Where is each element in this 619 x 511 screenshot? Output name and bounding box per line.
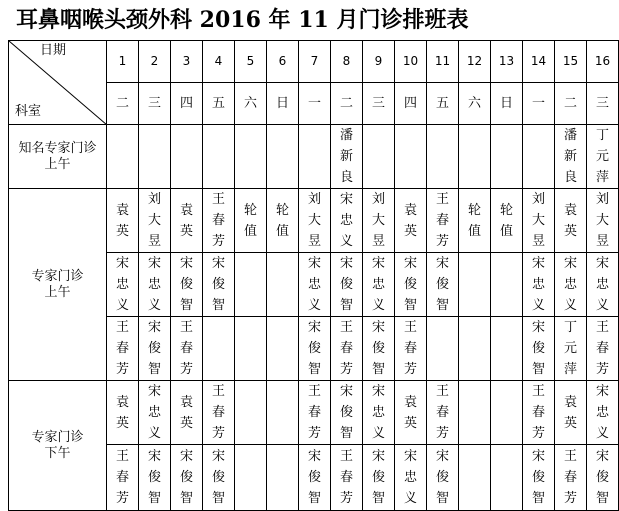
schedule-cell [395, 189, 427, 253]
schedule-cell [203, 445, 235, 511]
schedule-cell [459, 445, 491, 511]
schedule-cell-text: 轮值 [500, 202, 514, 239]
schedule-cell-text: 袁英 [116, 202, 130, 239]
day-number-cell [203, 41, 235, 83]
page-title: 耳鼻咽喉头颈外科 2016 年 11 月门诊排班表 [16, 7, 469, 33]
weekday-cell [587, 83, 619, 125]
schedule-cell [267, 189, 299, 253]
schedule-cell [203, 317, 235, 381]
day-number-cell [331, 41, 363, 83]
schedule-cell-text: 刘大昱 [308, 192, 322, 249]
schedule-cell [171, 445, 203, 511]
schedule-cell [491, 381, 523, 445]
schedule-cell [107, 253, 139, 317]
famous-expert-cell [459, 125, 491, 189]
weekday-cell-text: 六 [467, 95, 481, 111]
schedule-cell-text: 宋忠义 [340, 192, 354, 249]
famous-expert-cell [395, 125, 427, 189]
schedule-cell-text: 宋忠义 [116, 256, 130, 313]
day-number-cell [171, 41, 203, 83]
schedule-cell [491, 189, 523, 253]
schedule-cell [587, 253, 619, 317]
weekday-cell-text: 三 [595, 95, 609, 111]
weekday-cell [171, 83, 203, 125]
day-number-cell [555, 41, 587, 83]
schedule-cell [523, 189, 555, 253]
weekday-cell [427, 83, 459, 125]
schedule-cell-text: 轮值 [468, 202, 482, 239]
weekday-cell-text: 三 [147, 95, 161, 111]
schedule-cell [139, 381, 171, 445]
schedule-cell [107, 381, 139, 445]
day-number-cell-text: 9 [374, 54, 383, 68]
day-number-cell-text: 13 [498, 54, 515, 68]
schedule-cell [171, 381, 203, 445]
weekday-cell-text: 六 [243, 95, 257, 111]
schedule-table [8, 40, 619, 511]
schedule-cell-text: 王春芳 [180, 320, 194, 377]
schedule-cell [203, 253, 235, 317]
schedule-cell-text: 轮值 [244, 202, 258, 239]
weekday-cell [235, 83, 267, 125]
schedule-cell-text: 宋俊智 [372, 449, 386, 506]
schedule-cell-text: 宋俊智 [148, 449, 162, 506]
schedule-cell [427, 253, 459, 317]
weekday-cell-text: 五 [435, 95, 449, 111]
day-number-cell-text: 1 [118, 54, 127, 68]
day-number-cell-text: 10 [402, 54, 419, 68]
famous-expert-cell [331, 125, 363, 189]
section-label-line1: 专家门诊 [31, 268, 84, 284]
schedule-cell-text: 王春芳 [116, 449, 130, 506]
schedule-cell [395, 317, 427, 381]
day-number-cell [427, 41, 459, 83]
schedule-cell [299, 445, 331, 511]
schedule-cell [107, 317, 139, 381]
schedule-cell [171, 189, 203, 253]
day-number-cell [459, 41, 491, 83]
schedule-cell-text: 袁英 [180, 202, 194, 239]
schedule-cell [427, 381, 459, 445]
schedule-cell [267, 253, 299, 317]
weekday-cell [139, 83, 171, 125]
schedule-cell-text: 宋俊智 [596, 449, 610, 506]
weekday-cell-text: 三 [371, 95, 385, 111]
schedule-cell [427, 445, 459, 511]
schedule-cell [331, 445, 363, 511]
schedule-cell [587, 445, 619, 511]
expert-am-label [9, 189, 107, 381]
schedule-cell [331, 317, 363, 381]
day-number-cell-text: 11 [434, 54, 451, 68]
schedule-cell [171, 317, 203, 381]
schedule-cell [203, 381, 235, 445]
schedule-cell-text: 宋俊智 [436, 256, 450, 313]
weekday-cell-text: 一 [531, 95, 545, 111]
date-label: 日期 [39, 43, 66, 58]
schedule-cell [587, 317, 619, 381]
schedule-cell-text: 宋俊智 [404, 256, 418, 313]
day-number-cell-text: 14 [530, 54, 547, 68]
schedule-cell [235, 189, 267, 253]
schedule-cell [427, 317, 459, 381]
schedule-cell-text: 王春芳 [340, 449, 354, 506]
schedule-cell [587, 381, 619, 445]
weekday-cell-text: 二 [563, 95, 577, 111]
schedule-cell-text: 宋俊智 [148, 320, 162, 377]
weekday-cell [491, 83, 523, 125]
schedule-cell-text: 宋俊智 [308, 320, 322, 377]
weekday-cell [203, 83, 235, 125]
famous-expert-cell [235, 125, 267, 189]
weekday-cell [299, 83, 331, 125]
schedule-cell-text: 宋忠义 [372, 384, 386, 441]
schedule-cell-text: 刘大昱 [148, 192, 162, 249]
schedule-cell-text: 王春芳 [340, 320, 354, 377]
famous-expert-cell [427, 125, 459, 189]
day-number-cell-text: 12 [466, 54, 483, 68]
schedule-cell [267, 381, 299, 445]
weekday-cell [363, 83, 395, 125]
weekday-cell [523, 83, 555, 125]
schedule-cell [299, 189, 331, 253]
schedule-cell-text: 王春芳 [564, 449, 578, 506]
schedule-cell-text: 宋俊智 [532, 449, 546, 506]
schedule-cell-text: 宋忠义 [564, 256, 578, 313]
schedule-cell-text: 王春芳 [404, 320, 418, 377]
schedule-cell-text: 宋忠义 [148, 256, 162, 313]
schedule-cell-text: 宋忠义 [596, 384, 610, 441]
schedule-cell [523, 445, 555, 511]
header-corner-cell [9, 41, 107, 125]
schedule-cell [235, 445, 267, 511]
schedule-cell-text: 袁英 [404, 394, 418, 431]
day-number-cell [587, 41, 619, 83]
schedule-cell [395, 253, 427, 317]
famous-expert-cell [107, 125, 139, 189]
weekday-cell-text: 二 [115, 95, 129, 111]
schedule-cell [459, 253, 491, 317]
weekday-cell-text: 一 [307, 95, 321, 111]
schedule-cell [235, 253, 267, 317]
weekday-cell [107, 83, 139, 125]
schedule-cell [491, 317, 523, 381]
schedule-cell-text: 轮值 [276, 202, 290, 239]
schedule-cell [107, 189, 139, 253]
schedule-cell-text: 王春芳 [308, 384, 322, 441]
schedule-cell [555, 189, 587, 253]
schedule-cell [139, 445, 171, 511]
famous-expert-cell-text: 潘新良 [564, 128, 578, 185]
schedule-cell [427, 189, 459, 253]
schedule-cell [363, 381, 395, 445]
day-number-cell [299, 41, 331, 83]
schedule-cell-text: 刘大昱 [532, 192, 546, 249]
schedule-cell-text: 宋俊智 [340, 384, 354, 441]
schedule-cell [459, 317, 491, 381]
schedule-cell [363, 445, 395, 511]
schedule-cell [395, 381, 427, 445]
day-number-cell [267, 41, 299, 83]
schedule-cell [587, 189, 619, 253]
schedule-cell-text: 宋俊智 [308, 449, 322, 506]
schedule-cell-text: 宋俊智 [436, 449, 450, 506]
weekday-cell [331, 83, 363, 125]
weekday-cell-text: 四 [179, 95, 193, 111]
famous-expert-cell [491, 125, 523, 189]
schedule-cell-text: 宋俊智 [212, 449, 226, 506]
schedule-cell-text: 丁元萍 [564, 320, 578, 377]
schedule-cell [267, 445, 299, 511]
schedule-cell-text: 宋忠义 [308, 256, 322, 313]
schedule-cell-text: 宋俊智 [532, 320, 546, 377]
schedule-cell [363, 253, 395, 317]
day-number-cell-text: 3 [182, 54, 191, 68]
schedule-cell [299, 381, 331, 445]
schedule-cell [555, 381, 587, 445]
schedule-cell [491, 253, 523, 317]
schedule-cell [235, 381, 267, 445]
schedule-cell-text: 宋俊智 [372, 320, 386, 377]
section-label-line2: 上午 [44, 284, 71, 300]
schedule-cell [107, 445, 139, 511]
day-number-cell-text: 8 [342, 54, 351, 68]
day-number-cell [107, 41, 139, 83]
schedule-cell [555, 317, 587, 381]
section-label-line1: 知名专家门诊 [18, 140, 97, 156]
famous-expert-cell [523, 125, 555, 189]
schedule-cell-text: 宋俊智 [180, 256, 194, 313]
famous-expert-cell [587, 125, 619, 189]
day-number-cell [523, 41, 555, 83]
schedule-cell-text: 袁英 [404, 202, 418, 239]
famous-expert-cell-text: 潘新良 [340, 128, 354, 185]
schedule-cell-text: 王春芳 [212, 192, 226, 249]
day-number-cell-text: 2 [150, 54, 159, 68]
schedule-cell [363, 317, 395, 381]
section-label-line2: 上午 [44, 156, 71, 172]
schedule-cell [523, 317, 555, 381]
schedule-cell [299, 317, 331, 381]
schedule-cell-text: 宋忠义 [148, 384, 162, 441]
weekday-cell [459, 83, 491, 125]
schedule-cell-text: 袁英 [116, 394, 130, 431]
schedule-cell-text: 王春芳 [596, 320, 610, 377]
famous-expert-cell [363, 125, 395, 189]
weekday-cell [555, 83, 587, 125]
schedule-cell [139, 317, 171, 381]
weekday-cell-text: 二 [339, 95, 353, 111]
schedule-cell-text: 宋忠义 [532, 256, 546, 313]
schedule-cell [491, 445, 523, 511]
famous-expert-cell-text: 丁元萍 [596, 128, 610, 185]
schedule-cell-text: 王春芳 [532, 384, 546, 441]
schedule-cell-text: 袁英 [564, 394, 578, 431]
schedule-cell-text: 王春芳 [116, 320, 130, 377]
section-label-line1: 专家门诊 [31, 429, 84, 445]
day-number-cell-text: 16 [594, 54, 611, 68]
schedule-cell [331, 189, 363, 253]
day-number-cell [395, 41, 427, 83]
section-label-line2: 下午 [44, 445, 71, 461]
day-number-cell-text: 5 [246, 54, 255, 68]
schedule-cell [331, 381, 363, 445]
schedule-cell-text: 刘大昱 [372, 192, 386, 249]
schedule-cell-text: 宋俊智 [180, 449, 194, 506]
schedule-cell [139, 189, 171, 253]
day-number-cell [235, 41, 267, 83]
day-number-cell-text: 15 [562, 54, 579, 68]
weekday-cell [267, 83, 299, 125]
schedule-cell-text: 王春芳 [436, 192, 450, 249]
day-number-cell [491, 41, 523, 83]
schedule-cell [555, 445, 587, 511]
weekday-cell-text: 日 [275, 95, 289, 111]
day-number-cell-text: 6 [278, 54, 287, 68]
schedule-cell-text: 宋俊智 [212, 256, 226, 313]
schedule-cell-text: 王春芳 [212, 384, 226, 441]
weekday-cell [395, 83, 427, 125]
famous-expert-cell [171, 125, 203, 189]
famous-expert-cell [139, 125, 171, 189]
weekday-cell-text: 五 [211, 95, 225, 111]
schedule-cell [459, 381, 491, 445]
expert-pm-label [9, 381, 107, 511]
schedule-cell [331, 253, 363, 317]
schedule-cell-text: 王春芳 [436, 384, 450, 441]
day-number-cell-text: 7 [310, 54, 319, 68]
famous-expert-cell [555, 125, 587, 189]
schedule-cell-text: 宋俊智 [340, 256, 354, 313]
famous-expert-cell [267, 125, 299, 189]
schedule-cell-text: 宋忠义 [404, 449, 418, 506]
schedule-cell [555, 253, 587, 317]
schedule-cell [395, 445, 427, 511]
weekday-cell-text: 四 [403, 95, 417, 111]
schedule-cell [139, 253, 171, 317]
day-number-cell-text: 4 [214, 54, 223, 68]
schedule-cell [203, 189, 235, 253]
famous-expert-cell [299, 125, 331, 189]
schedule-cell [363, 189, 395, 253]
dept-label: 科室 [15, 104, 42, 119]
schedule-cell-text: 刘大昱 [596, 192, 610, 249]
famous-expert-cell [203, 125, 235, 189]
schedule-cell [171, 253, 203, 317]
schedule-cell [459, 189, 491, 253]
schedule-cell-text: 宋忠义 [372, 256, 386, 313]
schedule-cell [299, 253, 331, 317]
schedule-cell-text: 袁英 [564, 202, 578, 239]
schedule-cell-text: 宋忠义 [596, 256, 610, 313]
day-number-cell [363, 41, 395, 83]
schedule-cell [523, 253, 555, 317]
day-number-cell [139, 41, 171, 83]
famous-expert-am-label [9, 125, 107, 189]
schedule-cell [523, 381, 555, 445]
schedule-cell-text: 袁英 [180, 394, 194, 431]
schedule-cell [267, 317, 299, 381]
weekday-cell-text: 日 [499, 95, 513, 111]
schedule-cell [235, 317, 267, 381]
